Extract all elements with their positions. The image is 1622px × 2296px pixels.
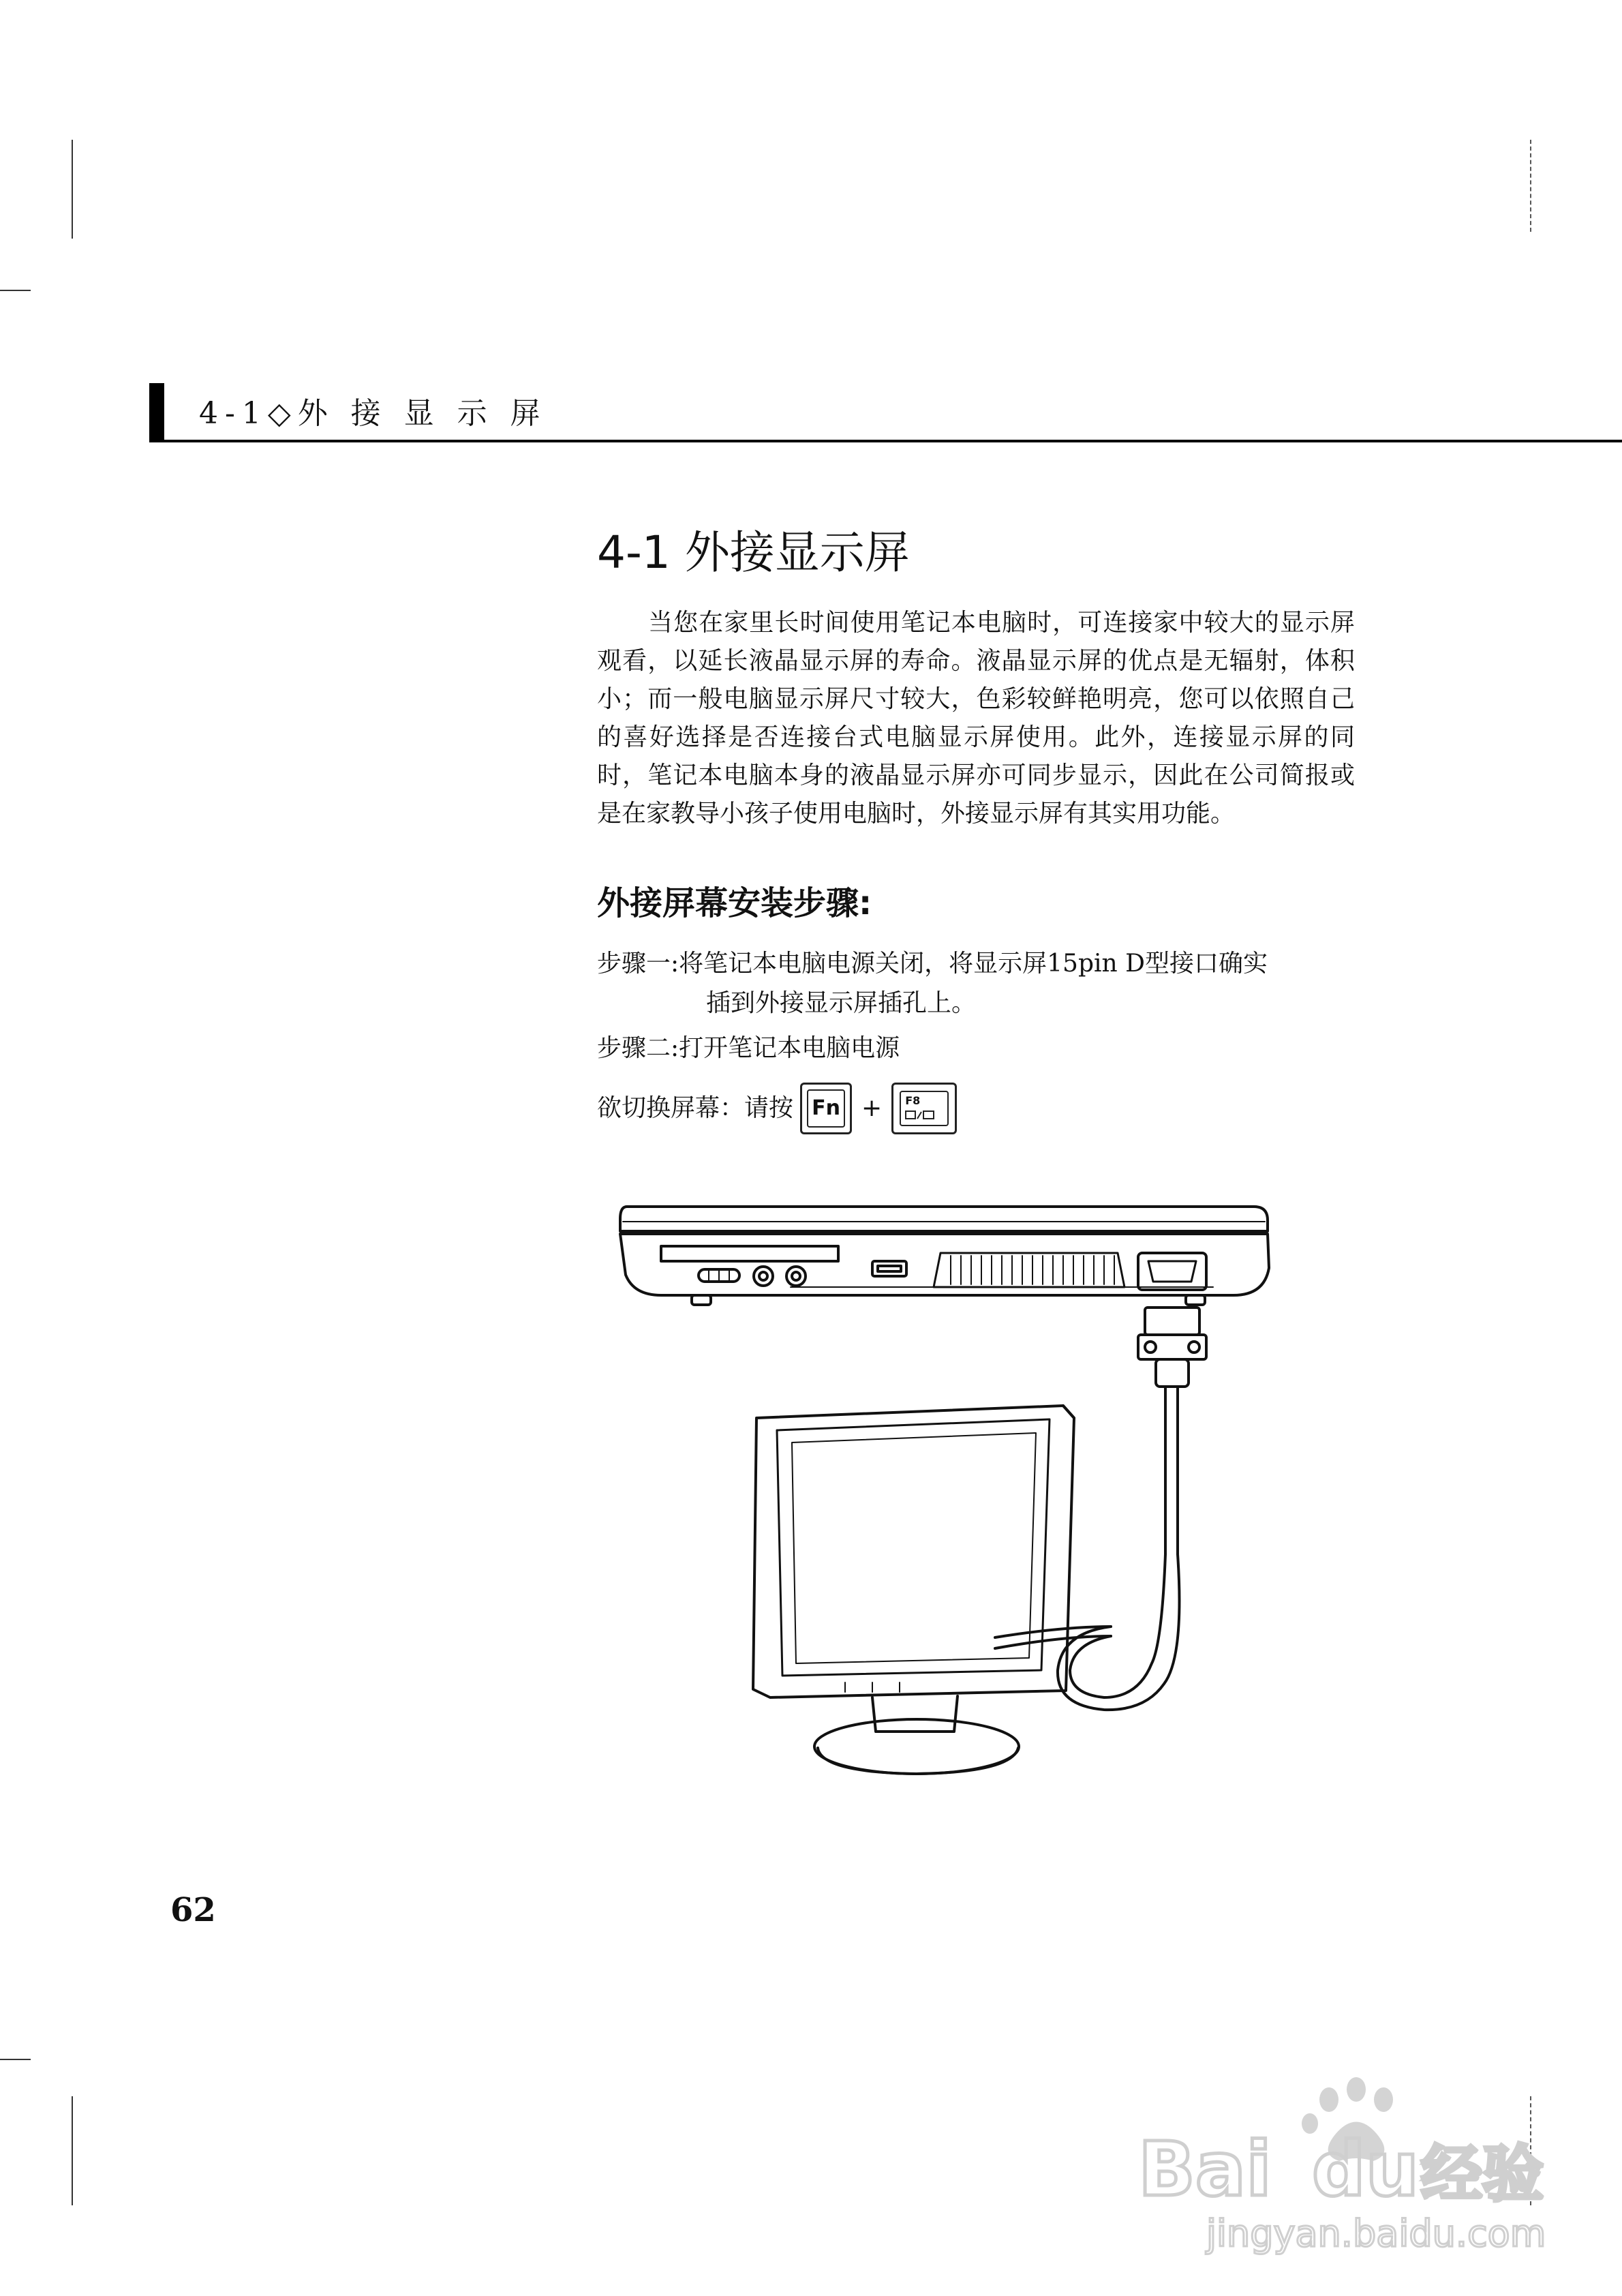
crop-mark [0, 2059, 31, 2060]
step-one [597, 945, 1268, 983]
install-steps-heading: 外接屏幕安装步骤: [597, 884, 872, 922]
step-one-continued: 插到外接显示屏插孔上。 [706, 989, 977, 1017]
step-one-text: 将笔记本电脑电源关闭，将显示屏15pin D型接口确实 [679, 950, 1268, 978]
plus-sign: + [861, 1094, 883, 1122]
fn-key-label: Fn [812, 1096, 840, 1120]
step-two [597, 1029, 900, 1068]
f8-key [891, 1083, 957, 1134]
header-bar [149, 383, 164, 442]
switch-screen-instruction [597, 1083, 957, 1134]
switch-screen-text: 欲切换屏幕：请按 [597, 1094, 794, 1122]
page-title: 4-1 外接显示屏 [597, 526, 910, 579]
display-switch-icon [905, 1110, 935, 1121]
svg-text:经验: 经验 [1421, 2139, 1544, 2210]
fn-key [800, 1083, 852, 1134]
crop-mark [0, 290, 31, 291]
f8-key-label: F8 [905, 1094, 921, 1107]
step-one-label: 步骤一: [597, 950, 679, 978]
crop-mark [72, 2096, 73, 2205]
page-number: 62 [170, 1891, 216, 1929]
intro-text: 当您在家里长时间使用笔记本电脑时，可连接家中较大的显示屏观看，以延长液晶显示屏的寿命。液晶显示屏的优点是无辐射，体积小；而一般电脑显示屏尺寸较大，色彩较鲜艳明亮，您可以依照自己的喜好选择是否连接台式电脑显示屏使用。此外，连接显示屏的同时，笔记本电脑本身的液晶显示屏亦可同步显示，因此在公司简报或是在家教导小孩子使用电脑时，外接显示屏有其实用功能。 [597, 609, 1355, 828]
header-rule [149, 440, 1622, 442]
step-two-label: 步骤二: [597, 1034, 679, 1062]
intro-paragraph [597, 604, 1355, 833]
baidu-watermark [1124, 2059, 1567, 2263]
svg-text:du: du [1312, 2126, 1420, 2213]
step-two-text: 打开笔记本电脑电源 [679, 1034, 900, 1062]
svg-text:jingyan.baidu.com: jingyan.baidu.com [1206, 2212, 1546, 2255]
svg-text:Bai: Bai [1138, 2126, 1272, 2213]
crop-mark [72, 140, 73, 239]
crop-mark [1530, 140, 1531, 232]
laptop-monitor-illustration [613, 1193, 1281, 1779]
section-header: 4-1◇外 接 显 示 屏 [199, 396, 547, 431]
